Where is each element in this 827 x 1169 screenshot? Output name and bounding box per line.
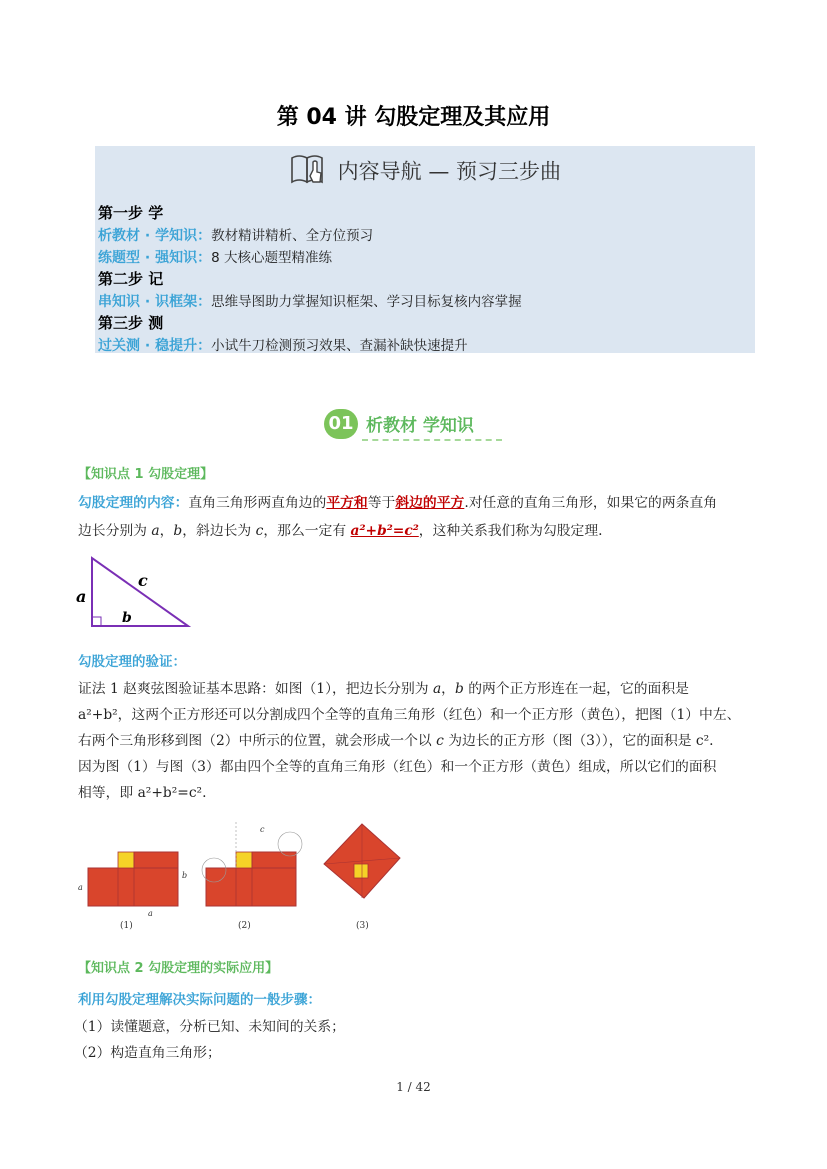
triangle-label-a: a <box>76 587 87 606</box>
nav-step-2: 第二步 记 <box>98 270 164 288</box>
nav-step-1: 第一步 学 <box>98 204 164 222</box>
section-label: 析教材 学知识 <box>366 416 474 436</box>
book-icon <box>289 152 327 193</box>
section-header-01 <box>322 405 512 445</box>
knowledge-point-2-title: 【知识点 2 勾股定理的实际应用】 <box>78 961 279 976</box>
svg-text:a: a <box>78 883 83 892</box>
page-title: 第 04 讲 勾股定理及其应用 <box>276 105 551 130</box>
page-number: 1 / 42 <box>396 1080 431 1094</box>
knowledge-point-1-title: 【知识点 1 勾股定理】 <box>78 467 214 482</box>
figure-2-label: (2) <box>238 921 251 931</box>
svg-text:c: c <box>260 825 265 834</box>
section-underline <box>362 439 502 441</box>
nav-heading <box>95 152 755 193</box>
svg-text:a: a <box>148 909 153 918</box>
nav-step-1-item-2: 练题型 · 强知识：8 大核心题型精准练 <box>98 250 332 266</box>
steps-label: 利用勾股定理解决实际问题的一般步骤： <box>78 992 321 1008</box>
steps-list <box>74 1014 345 1066</box>
nav-heading-text: 内容导航 — 预习三步曲 <box>337 159 562 184</box>
pythagorean-formula: a²+b²=c² <box>350 523 419 539</box>
verification-label: 勾股定理的验证： <box>78 654 186 670</box>
figure-3-label: (3) <box>356 921 369 931</box>
svg-text:b: b <box>182 871 188 880</box>
triangle-label-c: c <box>138 571 148 590</box>
proof-paragraph: 证法 1 赵爽弦图验证基本思路：如图（1），把边长分别为 a，b 的两个正方形连在一起，它的面积是 a²+b²，这两个正方形还可以分割成四个全等的直角三角形（红色）和一个正方形（黄色），把图（1）中左、 右两个三角形移到图（2）中所示的位置，就会形成一个以 c 为边长的正方形（图（3）），它的面积是 c². 因为图（1）与图（3）都由四个全等的直角三角形（红色）和一个正方形（黄色）组成，所以它们的面积 相等，即 a²+b²=c². <box>78 681 741 801</box>
content-navigation-box <box>95 146 755 353</box>
list-item: （2）构造直角三角形； <box>74 1045 221 1061</box>
figure-2 <box>202 822 302 931</box>
theorem-content: 勾股定理的内容：直角三角形两直角边的平方和等于斜边的平方.对任意的直角三角形，如果它的两条直角 边长分别为 a，b，斜边长为 c，那么一定有 a²+b²=c²，这种关系我们称为勾股定理. <box>78 495 718 539</box>
right-triangle-figure <box>74 556 194 630</box>
list-item: （1）读懂题意，分析已知、未知间的关系； <box>74 1019 345 1035</box>
nav-step-2-item: 串知识 · 识框架：思维导图助力掌握知识框架、学习目标复核内容掌握 <box>98 294 522 310</box>
figure-1 <box>78 852 187 931</box>
section-number: 01 <box>324 409 358 439</box>
figure-3 <box>324 824 400 931</box>
nav-step-3-item: 过关测 · 稳提升：小试牛刀检测预习效果、查漏补缺快速提升 <box>98 338 468 354</box>
zhao-shuang-figures <box>74 818 414 933</box>
triangle-label-b: b <box>122 610 132 626</box>
nav-step-1-item-1: 析教材 · 学知识：教材精讲精析、全方位预习 <box>98 228 374 244</box>
nav-step-3: 第三步 测 <box>98 314 164 332</box>
figure-1-label: (1) <box>120 921 133 931</box>
